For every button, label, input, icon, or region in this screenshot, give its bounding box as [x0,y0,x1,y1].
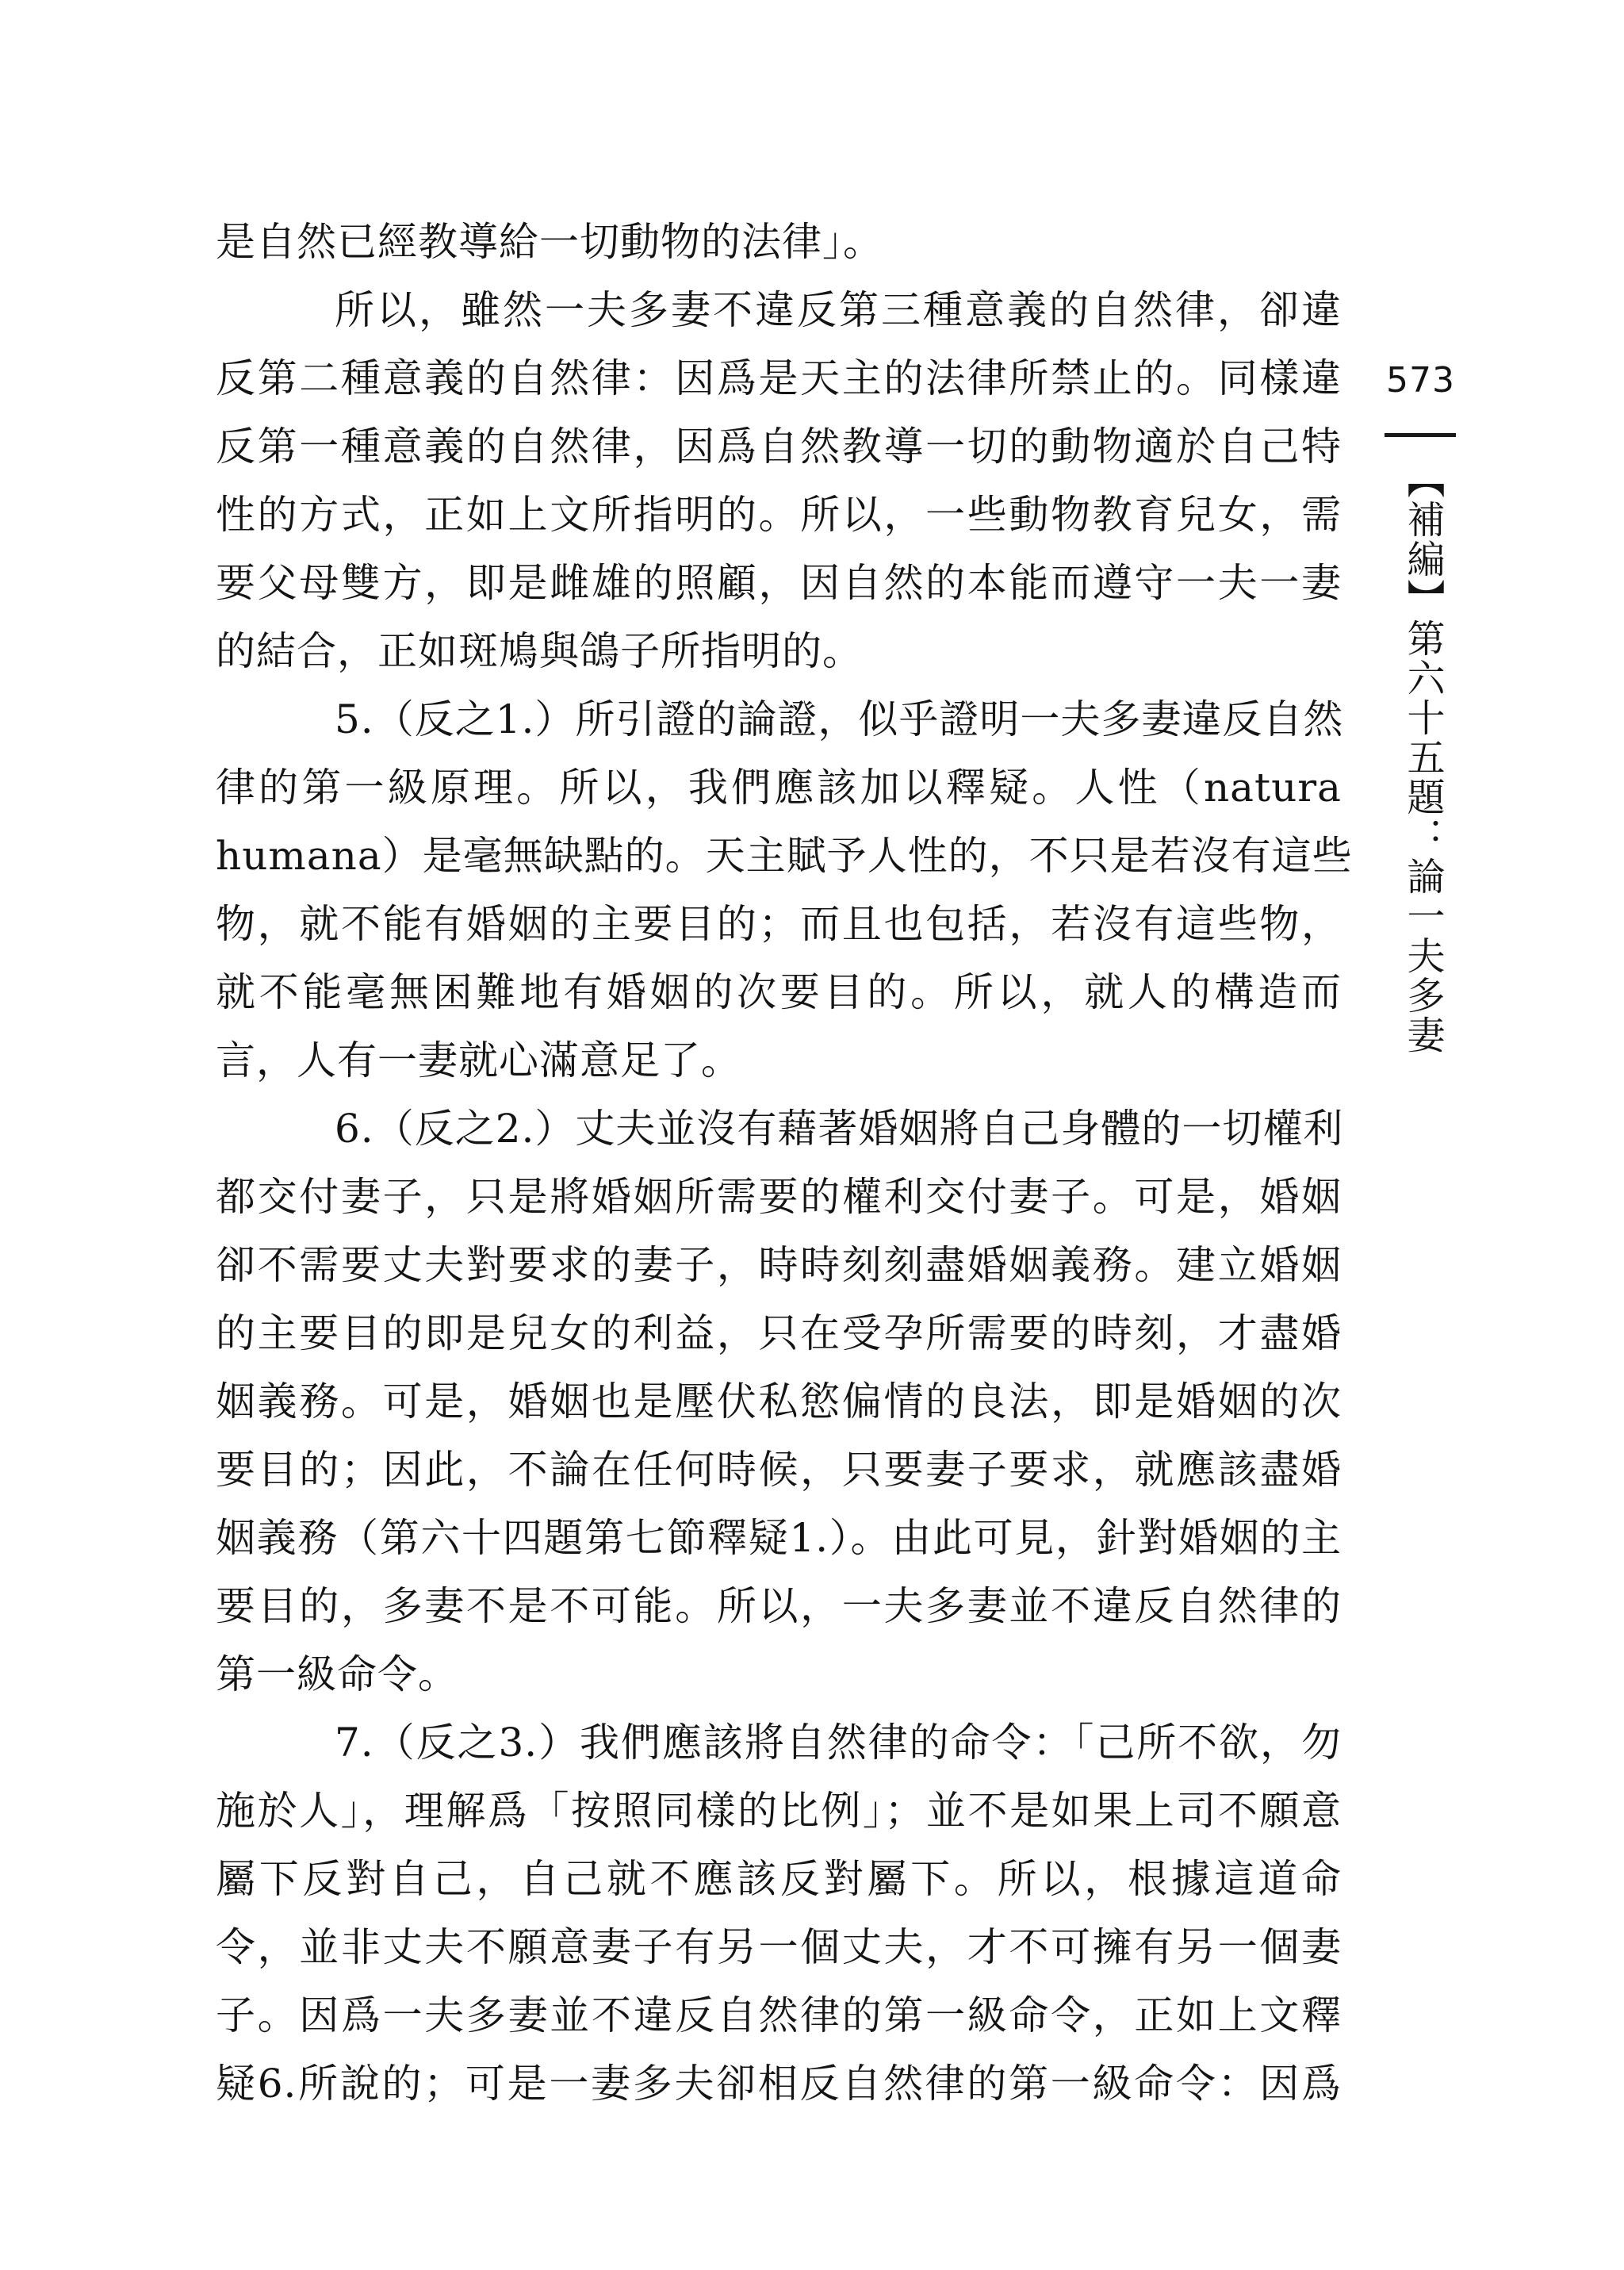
running-header: 【補編】第六十五題：論一夫多妻 [1400,460,1445,1055]
text-line: 要父母雙方，即是雌雄的照顧，因自然的本能而遵守一夫一妻 [216,560,1342,606]
text-line: 卻不需要丈夫對要求的妻子，時時刻刻盡婚姻義務。建立婚姻 [216,1242,1342,1288]
header-rule [1385,433,1456,437]
text-line: humana）是毫無缺點的。天主賦予人性的，不只是若沒有這些 [216,833,1353,879]
text-line: 6.（反之2.）丈夫並沒有藉著婚姻將自己身體的一切權利 [335,1106,1344,1152]
text-line: 物，就不能有婚姻的主要目的；而且也包括，若沒有這些物， [216,901,1342,947]
text-line: 子。因爲一夫多妻並不違反自然律的第一級命令，正如上文釋 [216,1992,1342,2038]
text-line: 反第二種意義的自然律：因爲是天主的法律所禁止的。同樣違 [216,355,1342,401]
text-line: 疑6.所說的；可是一妻多夫卻相反自然律的第一級命令：因爲 [216,2061,1342,2107]
text-line: 是自然已經教導給一切動物的法律」。 [216,219,883,265]
text-line: 性的方式，正如上文所指明的。所以，一些動物教育兒女，需 [216,492,1342,538]
page-number: 573 [1386,360,1455,401]
text-line: 姻義務（第六十四題第七節釋疑1.）。由此可見，針對婚姻的主 [216,1515,1342,1561]
text-line: 的主要目的即是兒女的利益，只在受孕所需要的時刻，才盡婚 [216,1310,1342,1356]
text-line: 5.（反之1.）所引證的論證，似乎證明一夫多妻違反自然 [335,696,1344,742]
text-line: 令，並非丈夫不願意妻子有另一個丈夫，才不可擁有另一個妻 [216,1924,1342,1970]
text-line: 所以，雖然一夫多妻不違反第三種意義的自然律，卻違 [335,287,1342,333]
body-text [216,208,1353,2118]
text-line: 就不能毫無困難地有婚姻的次要目的。所以，就人的構造而 [216,969,1342,1015]
text-line: 姻義務。可是，婚姻也是壓伏私慾偏情的良法，即是婚姻的次 [216,1378,1342,1425]
text-line: 的結合，正如斑鳩與鴿子所指明的。 [216,628,863,674]
text-line: 第一級命令。 [216,1651,458,1697]
text-line: 律的第一級原理。所以，我們應該加以釋疑。人性（natura [216,765,1342,811]
text-line: 屬下反對自己，自己就不應該反對屬下。所以，根據這道命 [216,1856,1342,1902]
text-line: 施於人」，理解爲「按照同樣的比例」；並不是如果上司不願意 [216,1788,1342,1834]
text-line: 要目的；因此，不論在任何時候，只要妻子要求，就應該盡婚 [216,1447,1342,1493]
text-line: 言，人有一妻就心滿意足了。 [216,1037,741,1083]
text-line: 7.（反之3.）我們應該將自然律的命令：「己所不欲，勿 [335,1720,1342,1766]
text-line: 都交付妻子，只是將婚姻所需要的權利交付妻子。可是，婚姻 [216,1174,1342,1220]
text-line: 反第一種意義的自然律，因爲自然教導一切的動物適於自己特 [216,424,1342,470]
text-line: 要目的，多妻不是不可能。所以，一夫多妻並不違反自然律的 [216,1583,1342,1629]
